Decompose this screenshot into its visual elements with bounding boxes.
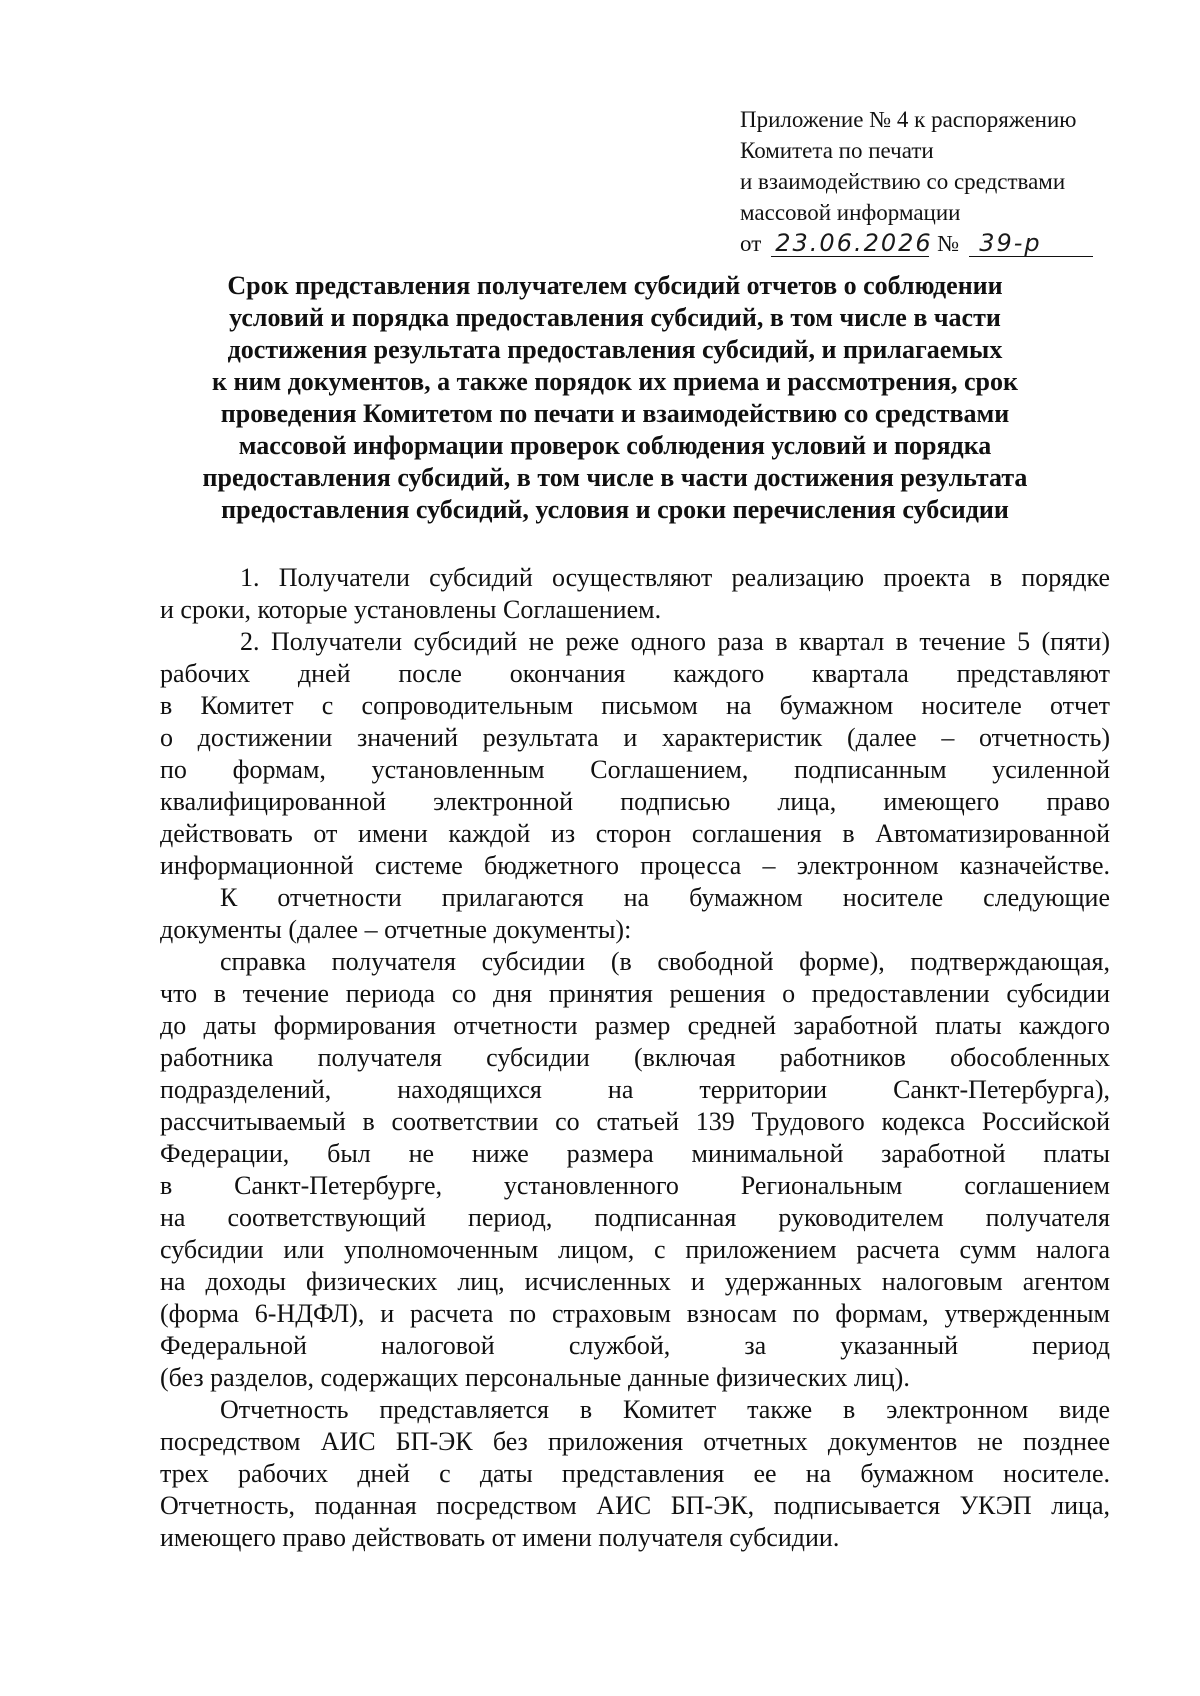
body-line: имеющего право действовать от имени получателя субсидии.	[160, 1523, 840, 1552]
body-line: квалифицированной электронной подписью лица, имеющего право	[160, 787, 1110, 816]
title-line: достижения результата предоставления субсидий, и прилагаемых	[227, 335, 1003, 364]
title-line: предоставления субсидий, в том числе в части достижения результата	[202, 463, 1028, 492]
body-line: Отчетность, поданная посредством АИС БП-ЭК, подписывается УКЭП лица,	[160, 1491, 1110, 1520]
body-line: К отчетности прилагаются на бумажном носителе следующие	[220, 883, 1110, 912]
handwritten-number: 39-р	[969, 230, 1093, 257]
body-line: по формам, установленным Соглашением, подписанным усиленной	[160, 755, 1110, 784]
body-line: рабочих дней после окончания каждого квартала представляют	[160, 659, 1110, 688]
body-line: Федеральной налоговой службой, за указанный период	[160, 1331, 1110, 1360]
body-line: на доходы физических лиц, исчисленных и удержанных налоговым агентом	[160, 1267, 1110, 1296]
date-prefix: от	[740, 231, 762, 256]
handwritten-date: 23.06.2026	[771, 230, 929, 257]
body-line: о достижении значений результата и характеристик (далее – отчетность)	[160, 723, 1110, 752]
body-line: в Санкт-Петербурге, установленного Региональным соглашением	[160, 1171, 1110, 1200]
header-line: и взаимодействию со средствами	[740, 169, 1066, 194]
body-line: подразделений, находящихся на территории Санкт-Петербурга),	[160, 1075, 1110, 1104]
body-line: документы (далее – отчетные документы):	[160, 915, 632, 944]
appendix-header	[740, 104, 1170, 259]
header-line: массовой информации	[740, 200, 961, 225]
body-line: рассчитываемый в соответствии со статьей 139 Трудового кодекса Российской	[160, 1107, 1110, 1136]
body-line: 1. Получатели субсидий осуществляют реализацию проекта в порядке	[240, 563, 1110, 592]
body-line: до даты формирования отчетности размер средней заработной платы каждого	[160, 1011, 1110, 1040]
body-line: трех рабочих дней с даты представления ее на бумажном носителе.	[160, 1459, 1110, 1488]
document-title	[150, 270, 1080, 526]
title-line: массовой информации проверок соблюдения условий и порядка	[238, 431, 992, 460]
body-line: информационной системе бюджетного процесса – электронном казначействе.	[160, 851, 1110, 880]
body-line: (без разделов, содержащих персональные данные физических лиц).	[160, 1363, 910, 1392]
date-number-line	[740, 228, 1170, 259]
title-line: предоставления субсидий, условия и сроки перечисления субсидии	[221, 495, 1009, 524]
body-line: в Комитет с сопроводительным письмом на бумажном носителе отчет	[160, 691, 1110, 720]
body-line: справка получателя субсидии (в свободной форме), подтверждающая,	[220, 947, 1110, 976]
title-line: к ним документов, а также порядок их приема и рассмотрения, срок	[212, 367, 1018, 396]
body-line: субсидии или уполномоченным лицом, с приложением расчета сумм налога	[160, 1235, 1110, 1264]
body-line: посредством АИС БП-ЭК без приложения отчетных документов не позднее	[160, 1427, 1110, 1456]
body-line: 2. Получатели субсидий не реже одного раза в квартал в течение 5 (пяти)	[240, 627, 1110, 656]
body-line: и сроки, которые установлены Соглашением.	[160, 595, 662, 624]
title-line: условий и порядка предоставления субсидий, в том числе в части	[229, 303, 1001, 332]
title-line: проведения Комитетом по печати и взаимодействию со средствами	[220, 399, 1010, 428]
title-line: Срок представления получателем субсидий отчетов о соблюдении	[227, 271, 1003, 300]
body-line: работника получателя субсидии (включая работников обособленных	[160, 1043, 1110, 1072]
body-line: Федерации, был не ниже размера минимальной заработной платы	[160, 1139, 1110, 1168]
header-line: Приложение № 4 к распоряжению	[740, 107, 1077, 132]
number-prefix: №	[937, 231, 960, 256]
document-body	[160, 562, 1110, 1554]
body-line: Отчетность представляется в Комитет также в электронном виде	[220, 1395, 1110, 1424]
body-line: (форма 6-НДФЛ), и расчета по страховым взносам по формам, утвержденным	[160, 1299, 1110, 1328]
body-line: на соответствующий период, подписанная руководителем получателя	[160, 1203, 1110, 1232]
body-line: действовать от имени каждой из сторон соглашения в Автоматизированной	[160, 819, 1110, 848]
body-line: что в течение периода со дня принятия решения о предоставлении субсидии	[160, 979, 1110, 1008]
header-line: Комитета по печати	[740, 138, 934, 163]
